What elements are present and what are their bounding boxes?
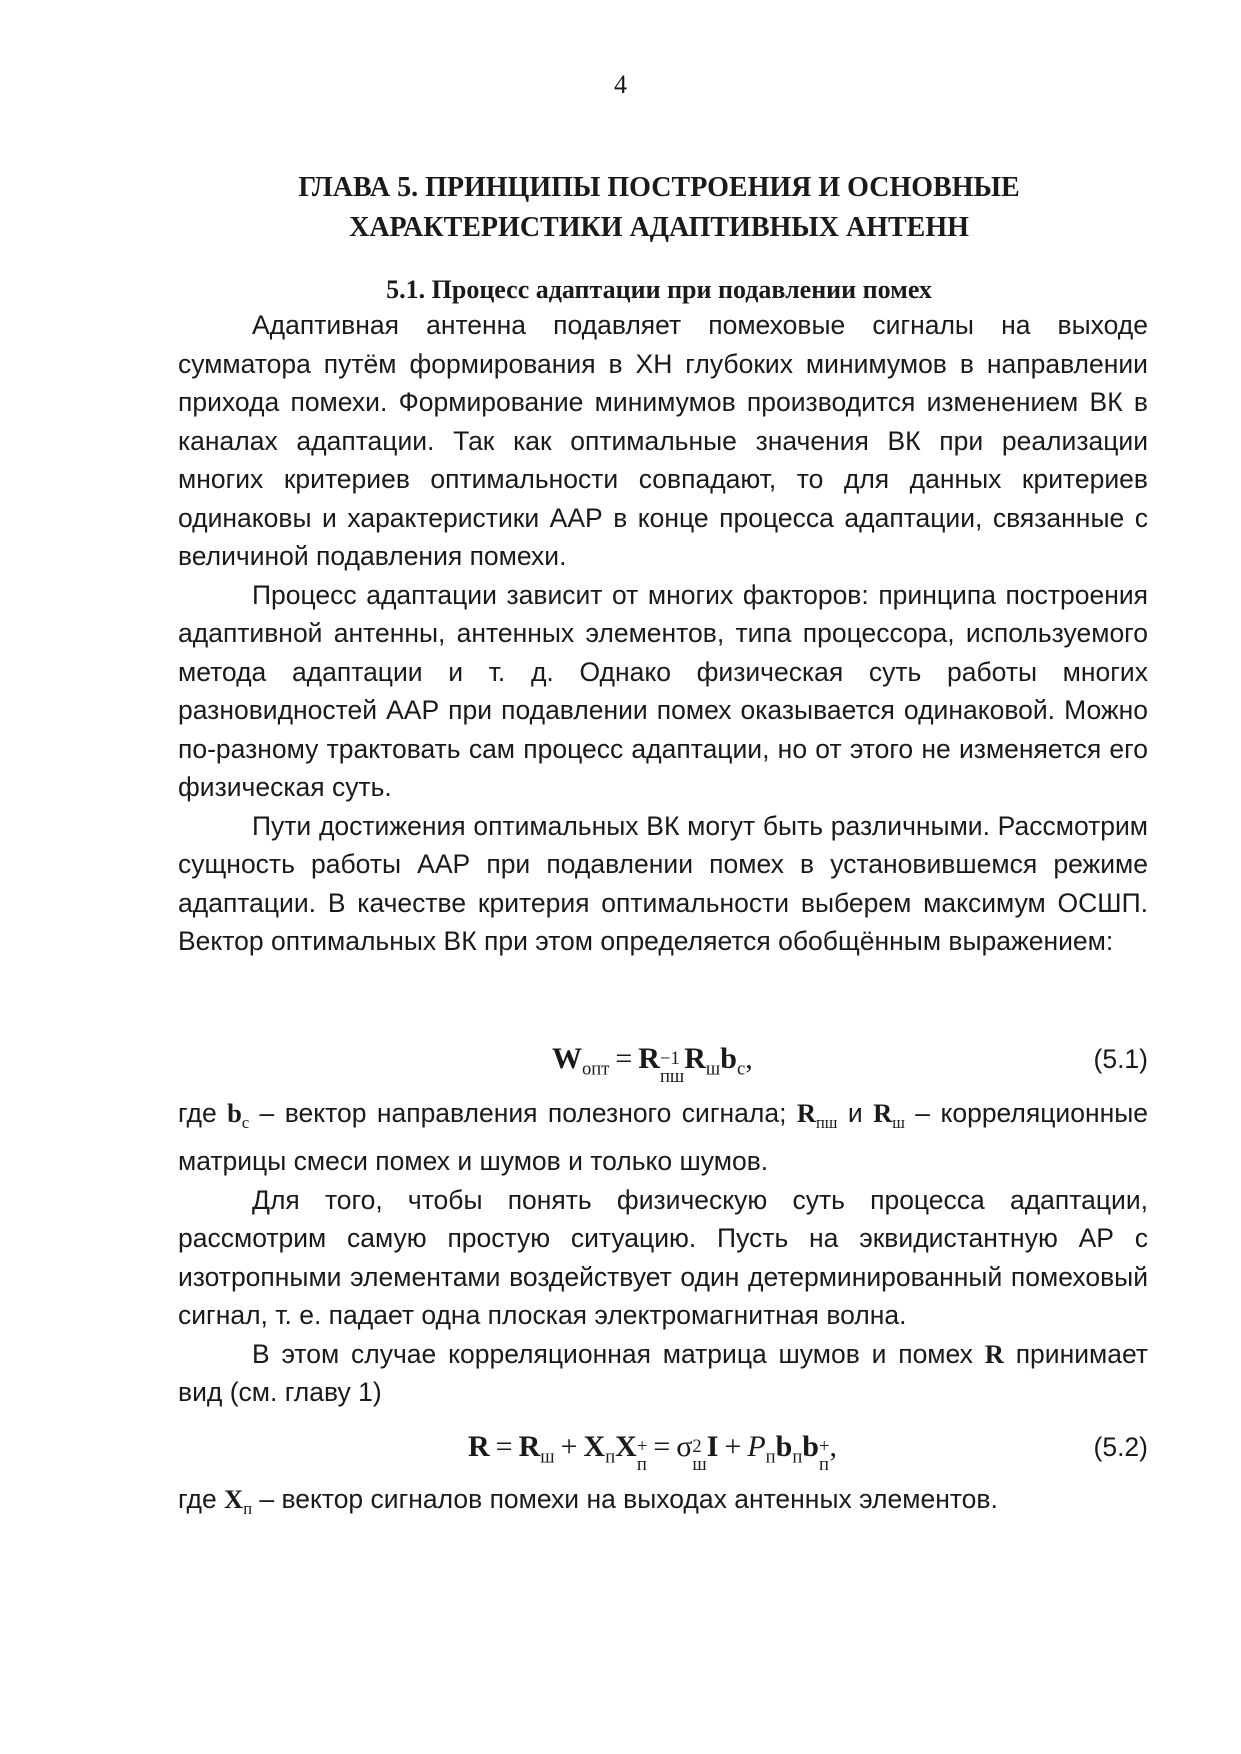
p4-var-r-sh: R <box>873 1098 893 1128</box>
eq2-x1-sub: п <box>605 1446 616 1468</box>
p4-text-3: и <box>837 1098 874 1128</box>
eq2-r1-sub: ш <box>540 1446 555 1468</box>
eq2-sigma: σ <box>676 1430 693 1463</box>
eq2-p-sub: п <box>765 1446 776 1468</box>
chapter-title-line-1: ГЛАВА 5. ПРИНЦИПЫ ПОСТРОЕНИЯ И ОСНОВНЫЕ <box>298 172 1020 203</box>
eq2-x2-sup: + <box>636 1435 648 1457</box>
eq2-plus-1: + <box>560 1430 578 1463</box>
p4-text-2: – вектор направления полезного сигнала; <box>249 1098 797 1128</box>
eq2-b1-sub: п <box>792 1446 803 1468</box>
equation-5-1 <box>178 1036 1148 1086</box>
paragraph-2: Процесс адаптации зависит от многих факторов: принципа построения адаптивной антенны, антенных элементов, типа процессора, используемого метода адаптации и т. д. Однако физическая суть работы многих разновидностей ААР при подавлении помех оказывается одинаковой. Можно по-разному трактовать сам процесс адаптации, но от этого не изменяется его физическая суть. <box>178 579 1148 802</box>
equation-5-2-formula <box>468 1424 837 1481</box>
p4-var-r-psh: R <box>796 1098 817 1128</box>
p4-var-b-sub: с <box>241 1112 250 1132</box>
eq1-w: W <box>552 1042 582 1075</box>
eq2-comma: , <box>829 1430 837 1463</box>
text-block-2 <box>178 1094 1148 1412</box>
eq1-r2: R <box>684 1042 706 1075</box>
eq1-w-sub: опт <box>582 1058 610 1080</box>
eq2-sigma-supsub <box>692 1435 707 1475</box>
eq2-b2-sup: + <box>818 1435 830 1457</box>
equation-5-2-number: (5.2) <box>1093 1432 1148 1462</box>
eq2-sigma-sup: 2 <box>692 1435 702 1457</box>
eq2-x2-sub: п <box>636 1453 647 1475</box>
eq1-r2-sub: ш <box>705 1058 721 1080</box>
p4-text-4: – корреляционные матрицы смеси помех и шумов и только шумов. <box>178 1098 1149 1177</box>
p6-text-2: принимает вид (см. главу 1) <box>178 1338 1148 1408</box>
p7-text-1: где <box>178 1484 225 1514</box>
eq2-x2-supsub <box>636 1435 648 1475</box>
eq1-r: R <box>638 1042 660 1075</box>
eq2-b1: b <box>775 1430 793 1463</box>
p4-var-r-sh-sub: ш <box>892 1112 905 1132</box>
p4-var-b: b <box>227 1098 242 1128</box>
equation-5-1-formula <box>552 1036 753 1093</box>
paragraph-4 <box>178 1094 1148 1181</box>
chapter-title <box>150 168 1168 248</box>
p7-var-x: X <box>224 1484 244 1514</box>
eq2-equals-2: = <box>653 1430 671 1463</box>
eq2-b2: b <box>802 1430 819 1463</box>
eq1-r-supsub <box>659 1047 685 1087</box>
eq2-p: P <box>747 1430 766 1463</box>
eq1-b-sub: с <box>736 1058 746 1080</box>
eq2-sigma-sub: ш <box>692 1453 707 1475</box>
text-block-3 <box>178 1480 1148 1528</box>
paragraph-5: Для того, чтобы понять физическую суть процесса адаптации, рассмотрим самую простую ситуацию. Пусть на эквидистантную АР с изотропными элементами воздействует один детерминированный помеховый сигнал, т. е. падает одна плоская электромагнитная волна. <box>178 1184 1148 1331</box>
eq2-b2-supsub <box>818 1435 830 1475</box>
equation-5-2 <box>178 1424 1148 1474</box>
eq2-r: R <box>468 1430 490 1463</box>
eq2-r1: R <box>518 1430 541 1463</box>
paragraph-3: Пути достижения оптимальных ВК могут быть различными. Рассмотрим сущность работы ААР при подавлении помех в установившемся режиме адаптации. В качестве критерия оптимальности выберем максимум ОСШП. Вектор оптимальных ВК при этом определяется обобщённым выражением: <box>178 810 1148 956</box>
p7-text-2: – вектор сигналов помехи на выходах антенных элементов. <box>251 1484 998 1514</box>
eq2-plus-2: + <box>724 1430 742 1463</box>
p6-text-1: В этом случае корреляционная матрица шумов и помех <box>252 1338 985 1369</box>
eq2-i: I <box>706 1430 719 1463</box>
page-number: 4 <box>614 70 627 99</box>
p6-var-r: R <box>984 1338 1004 1369</box>
eq1-r-sub: пш <box>659 1065 685 1087</box>
eq1-b: b <box>720 1042 737 1075</box>
p4-text-1: где <box>178 1098 228 1128</box>
eq1-r-sup: −1 <box>659 1047 680 1069</box>
section-title: 5.1. Процесс адаптации при подавлении помех <box>386 275 932 304</box>
eq2-b2-sub: п <box>818 1453 829 1475</box>
eq2-x1: X <box>583 1430 606 1463</box>
eq1-equals: = <box>615 1042 633 1075</box>
eq1-comma: , <box>745 1042 753 1075</box>
paragraph-1: Адаптивная антенна подавляет помеховые сигналы на выходе сумматора путём формирования в ХН глубоких минимумов в направлении прихода помехи. Формирование минимумов производится изменением ВК в каналах адаптации. Так как оптимальные значения ВК при реализации многих критериев оптимальности совпадают, то для данных критериев одинаковы и характеристики ААР в конце процесса адаптации, связанные с величиной подавления помехи. <box>178 310 1148 571</box>
p4-var-r-psh-sub: пш <box>816 1112 838 1132</box>
eq2-equals-1: = <box>495 1430 513 1463</box>
text-block-1 <box>178 306 1148 961</box>
chapter-title-line-2: ХАРАКТЕРИСТИКИ АДАПТИВНЫХ АНТЕНН <box>349 212 969 243</box>
eq2-x2: X <box>615 1430 637 1463</box>
paragraph-7 <box>178 1480 1148 1528</box>
paragraph-6 <box>178 1335 1148 1412</box>
p7-var-x-sub: п <box>243 1498 252 1518</box>
equation-5-1-number: (5.1) <box>1093 1044 1148 1074</box>
